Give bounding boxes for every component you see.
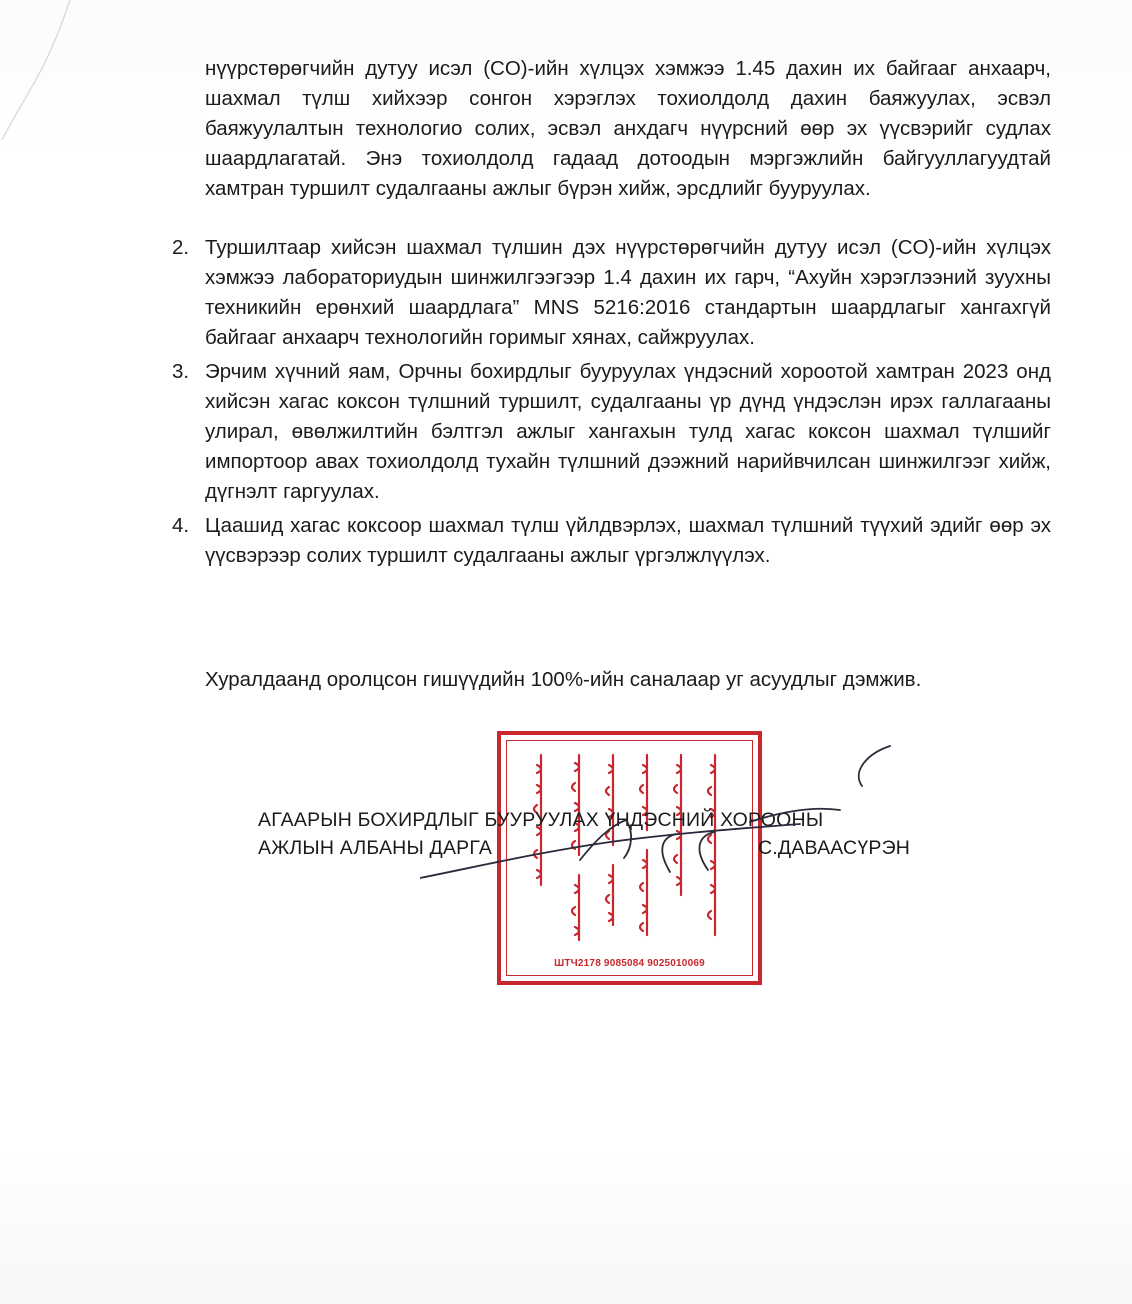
list-item-number: 2. (172, 236, 190, 259)
list-item-text: Эрчим хүчний яам, Орчны бохирдлыг бууруулах үндэсний хороотой хамтран 2023 онд хийсэн хагас коксон түлшний туршилт, судалгааны үр дүнд үндэслэн ирэх галлагааны улирал, өвөлжилтийн бэлтгэл ажлыг хангахын тулд хагас коксон шахмал түлшийг импортоор авах тохиолдолд тухайн түлшний дээжний нарийвчилсан шинжилгээг хийж, дүгнэлт гаргуулах. (205, 360, 1051, 503)
signer-title: АЖЛЫН АЛБАНЫ ДАРГА (258, 837, 493, 859)
page-edge-mark (0, 0, 80, 140)
list-item (160, 511, 1051, 571)
list-item (160, 357, 1051, 507)
signature-block (258, 806, 911, 862)
list-item-text: Цаашид хагас коксоор шахмал түлш үйлдвэрлэх, шахмал түлшний түүхий эдийг өөр эх үүсвэрээр солих туршилт судалгааны ажлыг үргэлжлүүлэх. (205, 514, 1051, 567)
list-item-text: Туршилтаар хийсэн шахмал түлшин дэх нүүрстөрөгчийн дутуу исэл (CO)-ийн хүлцэх хэмжээ лабораториудын шинжилгээгээр 1.4 дахин их гарч, “Ахуйн хэрэглээний зуухны техникийн ерөнхий шаардлага” MNS 5216:2016 стандартын шаардлагыг хангахгүй байгааг анхаарч технологийн горимыг хянах, сайжруулах. (205, 236, 1051, 349)
signer-organization: АГААРЫН БОХИРДЛЫГ БУУРУУЛАХ ҮНДЭСНИЙ ХОРООНЫ (258, 809, 824, 831)
signer-title-row (258, 834, 911, 862)
intro-paragraph-container (205, 54, 1051, 204)
list-item (160, 233, 1051, 353)
list-item-number: 4. (172, 514, 190, 537)
closing-statement: Хуралдаанд оролцсон гишүүдийн 100%-ийн саналаар уг асуудлыг дэмжив. (205, 667, 922, 691)
list-item-number: 3. (172, 360, 190, 383)
intro-paragraph: нүүрстөрөгчийн дутуу исэл (CO)-ийн хүлцэх хэмжээ 1.45 дахин их байгааг анхаарч, шахмал түлш хийхээр сонгон хэрэглэх тохиолдолд дахин баяжуулах, эсвэл баяжуулалтын технологио солих, эсвэл анхдагч нүүрсний өөр эх үүсвэрийг судлах шаардлагатай. Энэ тохиолдолд гадаад дотоодын мэргэжлийн байгууллагуудтай хамтран туршилт судалгааны ажлыг бүрэн хийж, эрсдлийг бууруулах. (205, 57, 1051, 200)
recommendation-list (160, 233, 1051, 575)
signer-name: С.ДАВААСҮРЭН (758, 837, 911, 859)
stamp-registration-code: ШТЧ2178 9085084 9025010069 (554, 958, 705, 969)
